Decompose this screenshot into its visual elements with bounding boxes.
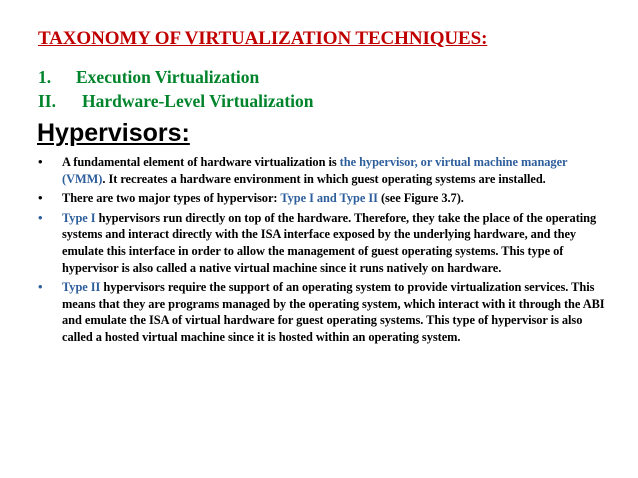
bullet-text: . It recreates a hardware environment in which guest operating systems are installed.: [102, 171, 546, 186]
section-heading: Hypervisors:: [37, 119, 190, 147]
bullet-item-type-two: [38, 279, 606, 345]
bullet-highlight: the hypervisor, or virtual machine manager (VMM): [62, 155, 568, 186]
bullet-marker: •: [38, 154, 43, 169]
bullet-highlight: Type I: [62, 210, 96, 225]
bullet-highlight: Type I and Type II: [280, 191, 378, 206]
bullet-text: (see Figure 3.7).: [377, 191, 464, 206]
list-item-execution-virtualization: [38, 65, 606, 89]
bullet-marker: •: [38, 209, 43, 225]
bullet-item-definition: [38, 154, 606, 187]
bullet-highlight: Type II: [62, 280, 101, 295]
list-item-label: Hardware-Level Virtualization: [82, 91, 314, 111]
bullet-text: hypervisors run directly on top of the hardware. Therefore, they take the place of the operating systems and interact directly with the ISA interface exposed by the underlying hardware, and they emulate this interface in order to allow the management of guest operating systems. This type of hypervisor is also called a native virtual machine since it runs natively on hardware.: [62, 210, 597, 275]
slide-title: TAXONOMY OF VIRTUALIZATION TECHNIQUES:: [38, 28, 488, 49]
list-item-label: Execution Virtualization: [76, 67, 260, 87]
list-number: II.: [38, 91, 56, 111]
list-number: 1.: [38, 67, 52, 87]
bullet-list: [38, 154, 606, 346]
list-item-hardware-level-virtualization: [38, 89, 606, 113]
bullet-text: A fundamental element of hardware virtualization is: [62, 155, 340, 169]
bullet-item-type-one: [38, 210, 606, 276]
bullet-item-types: [38, 190, 606, 207]
bullet-marker: •: [38, 190, 43, 206]
bullet-marker: •: [38, 279, 43, 295]
bullet-text: There are two major types of hypervisor:: [62, 191, 281, 206]
bullet-text: hypervisors require the support of an operating system to provide virtualization services. This means that they are programs managed by the operating system, which interact with it through the ABI and emulate the ISA of virtual hardware for guest operating systems. This type of hypervisor is also called a hosted virtual machine since it is hosted within an operating system.: [62, 280, 605, 344]
